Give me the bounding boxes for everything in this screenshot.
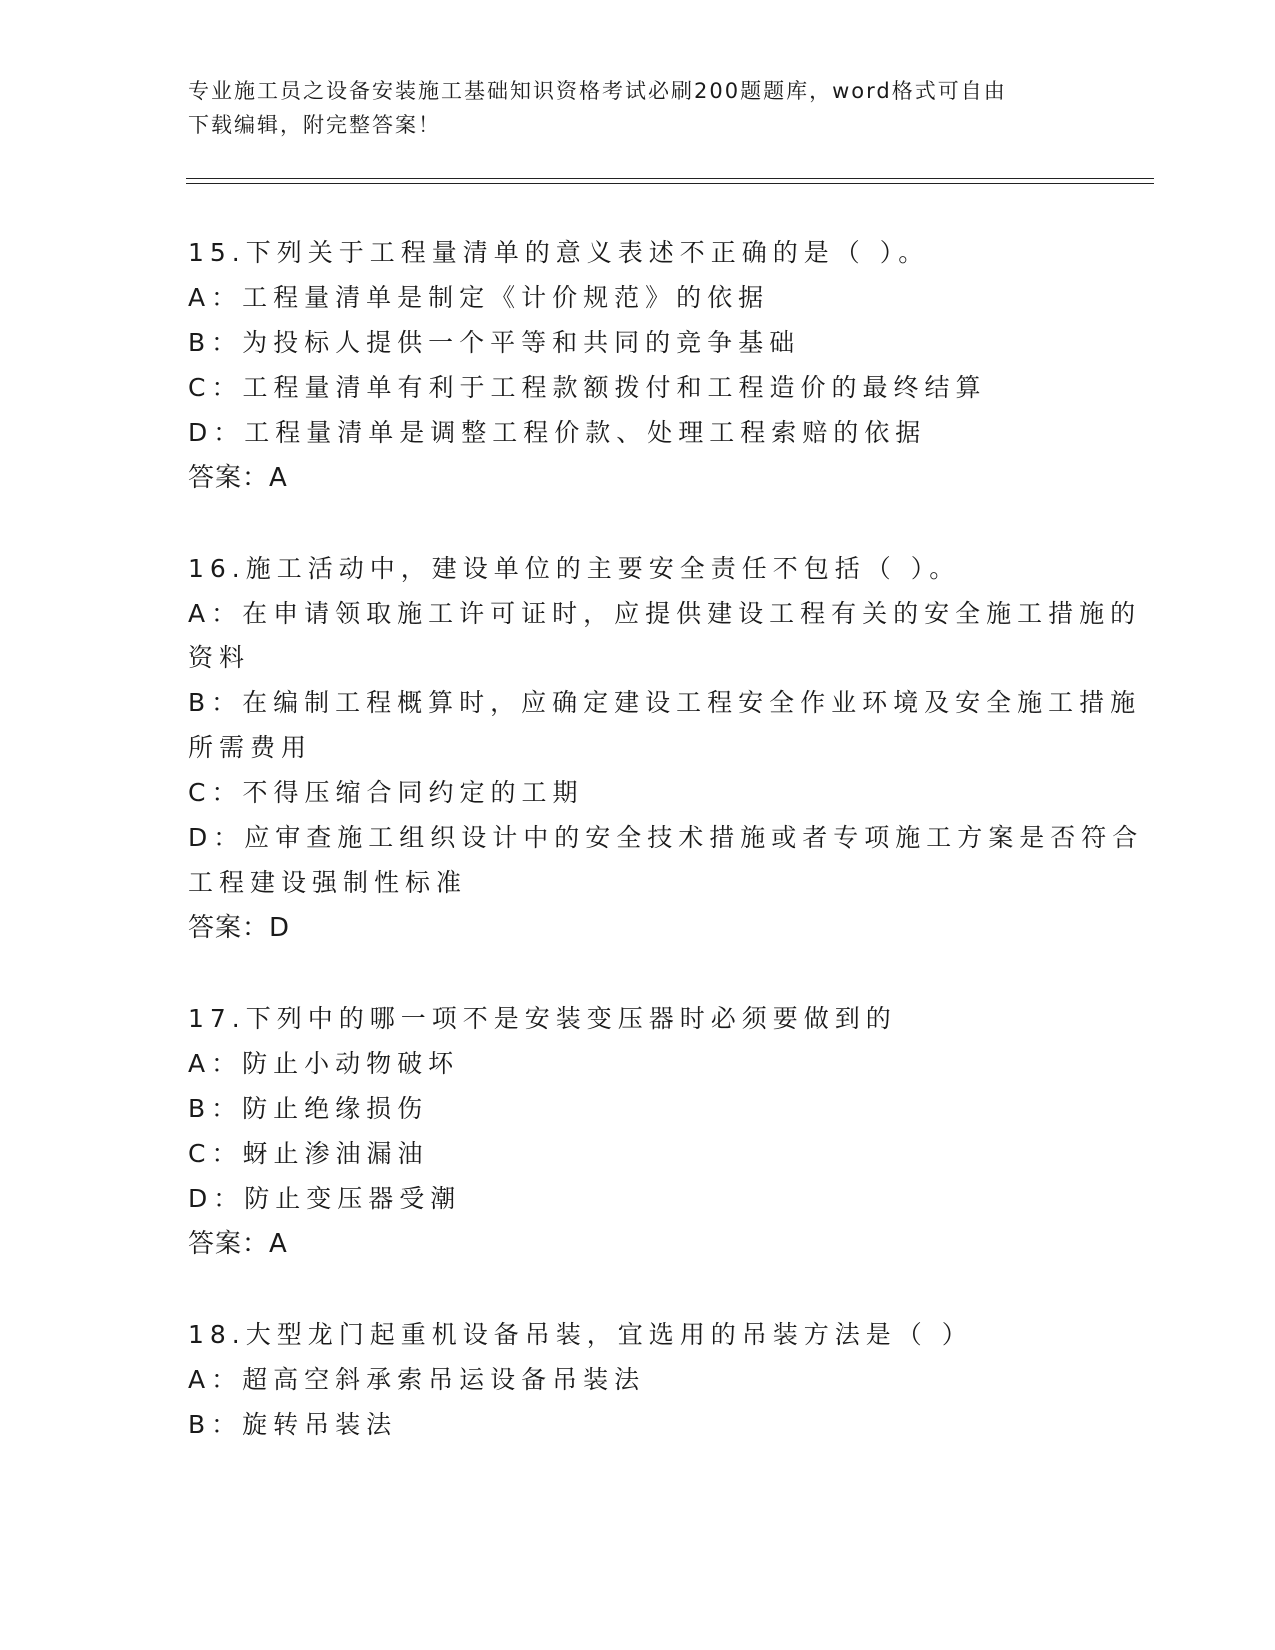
question-15-option-c: C：工程量清单有利于工程款额拨付和工程造价的最终结算 <box>188 373 987 402</box>
header-line-2: 下载编辑，附完整答案！ <box>188 113 441 137</box>
question-15-stem: 15.下列关于工程量清单的意义表述不正确的是（ ）。 <box>188 238 930 267</box>
question-16-answer: 答案：D <box>188 913 291 943</box>
question-17-option-d: D：防止变压器受潮 <box>188 1184 462 1213</box>
question-16-option-d-cont: 工程建设强制性标准 <box>188 868 468 897</box>
question-18-stem: 18.大型龙门起重机设备吊装，宜选用的吊装方法是（ ） <box>188 1320 973 1349</box>
question-15-option-b: B：为投标人提供一个平等和共同的竞争基础 <box>188 328 801 357</box>
question-16-stem: 16.施工活动中，建设单位的主要安全责任不包括（ ）。 <box>188 554 961 583</box>
question-16-option-a: A：在申请领取施工许可证时，应提供建设工程有关的安全施工措施的 <box>188 599 1142 628</box>
question-18-option-a: A：超高空斜承索吊运设备吊装法 <box>188 1365 646 1394</box>
question-17-answer: 答案：A <box>188 1229 288 1259</box>
question-17-option-a: A：防止小动物破坏 <box>188 1049 460 1078</box>
document-header <box>188 74 1068 142</box>
question-16-option-b-cont: 所需费用 <box>188 733 313 762</box>
question-17-option-c: C：蚜止渗油漏油 <box>188 1139 429 1168</box>
question-15-option-a: A：工程量清单是制定《计价规范》的依据 <box>188 283 770 312</box>
question-16-option-a-cont: 资料 <box>188 643 251 672</box>
question-17-option-b: B：防止绝缘损伤 <box>188 1094 429 1123</box>
header-line-1: 专业施工员之设备安装施工基础知识资格考试必刷200题题库，word格式可自由 <box>188 79 1007 103</box>
question-16-option-b: B：在编制工程概算时，应确定建设工程安全作业环境及安全施工措施 <box>188 688 1142 717</box>
question-17-stem: 17.下列中的哪一项不是安装变压器时必须要做到的 <box>188 1004 897 1033</box>
header-divider-top <box>186 178 1154 179</box>
question-15-answer: 答案：A <box>188 463 288 493</box>
question-18-option-b: B：旋转吊装法 <box>188 1410 398 1439</box>
question-15-option-d: D：工程量清单是调整工程价款、处理工程索赔的依据 <box>188 418 927 447</box>
header-divider-bottom <box>186 183 1154 184</box>
question-16-option-d: D：应审查施工组织设计中的安全技术措施或者专项施工方案是否符合 <box>188 823 1144 852</box>
question-16-option-c: C：不得压缩合同约定的工期 <box>188 778 584 807</box>
